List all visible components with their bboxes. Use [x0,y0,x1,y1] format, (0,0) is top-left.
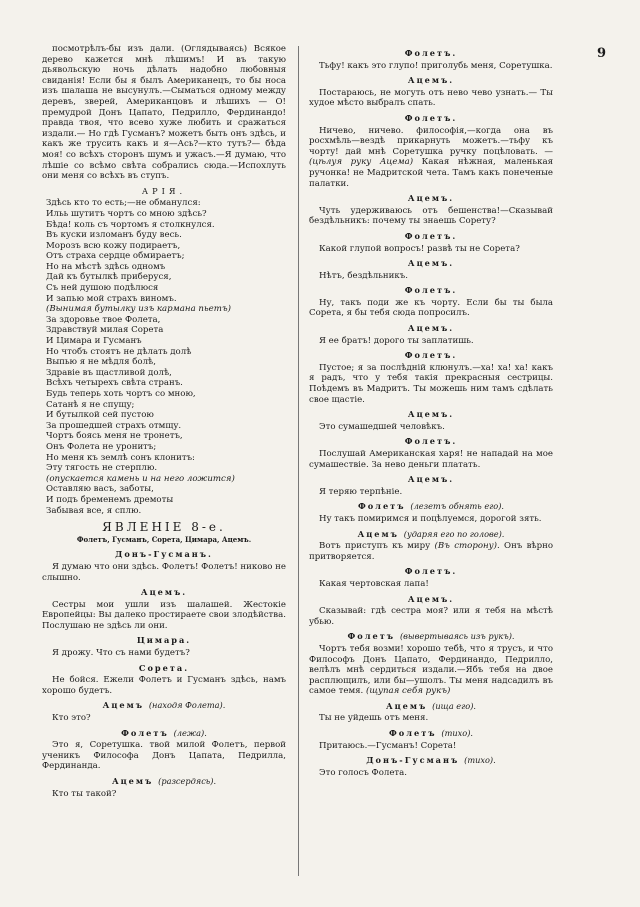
speaker: Ацемъ. [140,587,188,598]
verse-line: Выпью я не мѣдля болѣ, [46,357,156,368]
verse-line: Оставляю васъ, заботы, [46,484,154,495]
speaker [309,529,553,540]
stage-direction: (лежа). [173,727,207,738]
speaker: Донъ-Гусманъ. [115,549,213,560]
verse-line: За прошедшей страхъ отмщу. [46,420,182,431]
speaker: Фолетъ. [404,285,458,296]
stage-direction: (цѣлуя руку Ацема) [309,157,414,168]
speaker-name: Фолетъ [121,727,169,738]
dialogue-line: Сестры мои ушли изъ шалашей. Жестокіе Европейцы: Вы далеко простираете свои злодѣйства. Послушаю не здѣсь ли они. [42,599,286,631]
dialogue-line: Ничево, ничево. философія,—когда она въ росхмѣль—вездѣ прикарнуть можетъ.—тьфу къ чорту! дай мнѣ Соретушка ручку поцѣловать. — (цѣлуя руку Ацема) Какая нѣжная, маленькая ручонка! не Мадритской чета. Тамъ какъ понеченые палатки. [309,125,553,189]
stage-direction: (находя Фолета). [148,700,226,711]
stage-direction: (опускается камень и на него ложится) [46,473,235,484]
verse-line: Здравіе въ щастливой долѣ, [46,367,172,378]
speaker [42,728,286,739]
speaker: Ацемъ. [407,593,455,604]
dialogue-line: Это я, Соретушка. твой милой Фолетъ, первой ученикъ Философа Донъ Цапата, Педрилла, Фердинанда. [42,740,286,772]
speaker [309,701,553,712]
speaker-name: Ацемъ [111,776,154,786]
stage-direction: (Въ сторону) [434,541,498,552]
speaker [309,501,553,512]
stage-direction: (лезетъ обнять его). [410,501,505,512]
aria-title: АРІЯ. [141,185,187,196]
speaker: Ацемъ. [407,75,455,86]
monologue-paragraph: посмотрѣлъ-бы изъ дали. (Оглядываясь) Всякое дерево кажется мнѣ лѣшимъ! И въ такую дьявольскую ночь дѣлать надобно любовныя свиданія! Если бы я былъ Американецъ, то бы носа изъ шалаша не высунулъ.—Сыматься одному между деревъ, зверей, Американцовъ и лѣшихъ — О! премудрой Донъ Цапато, Педрилло, Фердинандо! правда твоя, что всево хуже любить и сражаться издали.— Но гдѣ Гусманъ? можетъ быть онъ здѣсь, и какъ же трусить какъ и я—Ась?—кто тутъ?— бѣда моя! со всѣхъ сторонъ шумъ и ужасъ.—Я думаю, что лѣшіе со всѣмо свѣта собрались сюда.—Испохлуть они меня со всѣхъ въ ступъ. [42,44,286,182]
stage-direction: (ударяя его по голове). [403,528,505,539]
dialogue-line: Какая чертовская лапа! [319,578,429,589]
left-column [42,44,286,799]
speaker: Ацемъ. [407,193,455,204]
dialogue-line: Я думаю что они здѣсь. Фолетъ! Фолетъ! никово не слышно. [42,561,286,583]
speaker-name: Фолетъ [357,501,406,512]
dialogue-line: Чуть удерживаюсь отъ бешенства!—Сказывай бездѣльникъ: почему ты знаешь Сорету? [309,205,553,227]
speaker-name: Ацемъ [357,528,399,539]
verse-block-3 [42,484,286,516]
dialogue-line: Тьфу! какъ это глупо! приголубь меня, Соретушка. [319,60,553,71]
stage-direction: (разсердясь). [158,776,217,786]
verse-line: Всѣхъ четырехъ свѣта странъ. [46,378,183,389]
dialogue-line: Притаюсь.—Гусманъ! Сорета! [319,740,457,751]
dialogue-line: Я ее братъ! дорого ты заплатишь. [319,335,474,346]
stage-direction: (щупая себя рукъ) [366,686,451,697]
speaker-name: Фолетъ [388,728,437,739]
speaker: Цимара. [136,635,192,646]
dialogue-line: Какой глупой вопросъ! развѣ ты не Сорета? [319,243,520,254]
verse-line: Морозъ всю кожу подираетъ, [46,240,181,251]
stage-direction: (ища его). [432,700,477,711]
verse-block-1 [42,198,286,304]
verse-line: Но на мѣстѣ здѣсь одномъ [46,261,166,272]
verse-line: Эту тягость не стерплю. [46,463,158,474]
verse-block-2 [42,315,286,474]
verse-line: Чортъ боясь меня не тронетъ, [46,431,183,442]
verse-line: Ильь шутитъ чортъ со мною здѣсь? [46,208,207,219]
dialogue-line: Это голосъ Фолета. [319,767,408,778]
speaker: Ацемъ. [407,323,455,334]
dialogue-line: Сказывай: гдѣ сестра моя? или я тебя на мѣстѣ убью. [309,606,553,627]
speaker: Фолетъ. [404,566,458,577]
verse-line: Будь теперь хоть чортъ со мною, [46,389,196,399]
scene-title: ЯВЛЕНІЕ 8-е. [102,520,226,535]
right-column [309,44,553,778]
speaker: Фолетъ. [404,48,458,58]
dialogue-line: Я теряю терпѣніе. [319,486,403,497]
verse-line: Съ ней душою подѣлюся [46,283,159,294]
verse-line: Въ куски изломанъ буду весь. [46,230,182,241]
verse-line: Здѣсь кто то есть;—не обманулся: [46,198,201,209]
speaker: Сорета. [138,662,190,673]
dialogue-line: Ты не уйдешь отъ меня. [319,713,429,724]
speaker: Ацемъ. [407,474,455,485]
dialogue-line: Ну такъ помиримся и поцѣлуемся, дорогой зять. [319,513,542,524]
stage-direction: (тихо). [464,755,496,766]
verse-line: Бѣда! коль съ чортомъ я столкнулся. [46,219,215,230]
speaker-name: Ацемъ [102,700,144,711]
speaker [309,728,553,739]
verse-line: За здоровье твое Фолета, [46,314,161,325]
verse-line: Здравствуй милая Сорета [46,325,164,336]
speaker [309,755,553,766]
verse-line: И бутылкой сей пустою [46,410,154,421]
speaker-name: Ацемъ [385,700,428,711]
verse-line: И запью мой страхъ виномъ. [46,293,177,304]
dialogue-line: Кто ты такой? [52,788,117,799]
speaker: Ацемъ. [407,258,455,269]
dialogue-line: Постараюсь, не могуть отъ нево чево узнать.— Ты худое мѣсто выбралъ спать. [309,87,553,109]
stage-direction: (тихо). [441,728,473,739]
speaker-name: Донъ-Гусманъ [366,755,460,766]
dialogue-line: Кто это? [52,713,91,724]
page-number: 9 [596,46,606,61]
speaker-name: Фолетъ [347,631,396,642]
verse-line: Онъ Фолета не уронитъ; [46,441,157,452]
speaker [309,631,553,642]
column-divider [298,46,299,876]
speaker [42,776,286,787]
dialogue-line: Это сумашедшей человѣкъ. [319,421,445,432]
verse-line: Сатанѣ я не спущу; [46,399,135,410]
verse-line: И Цимара и Гусманъ [46,336,142,347]
speaker: Ацемъ. [407,409,455,420]
speaker [42,700,286,711]
speaker: Фолетъ. [404,436,458,447]
dialogue-line: Не бойся. Ежели Фолетъ и Гусманъ здѣсь, намъ хорошо будетъ. [42,675,286,696]
speaker: Фолетъ. [404,350,458,361]
dialogue-line: Чортъ тебя возми! хорошо тебѣ, что я трусъ, и что Философъ Донъ Цапато, Фердинандо, Педрилло, велѣлъ мнѣ сердиться издали.—Ябъ тебя на двое расплющилъ, или бы—ушолъ. Ты меня надсадилъ въ самое темя. (щупая себя рукъ) [309,643,553,697]
scene-characters: Фолетъ, Гусманъ, Сорета, Цимара, Ацемъ. [76,534,252,544]
verse-line: Но меня къ землѣ сонъ клонитъ: [46,452,195,463]
verse-line: Но чтобъ стоятъ не дѣлать долѣ [46,346,192,357]
stage-direction: (вывертываясь изъ рукъ). [399,631,515,642]
verse-line: Забывая все, я сплю. [46,505,142,516]
stage-direction: (Вынимая бутылку изъ кармана пьетъ) [46,304,231,315]
speaker: Фолетъ. [404,230,458,241]
dialogue-line: Послушай Американская харя! не нападай на мое сумашествіе. За нево деньги платать. [309,449,553,470]
dialogue-line: Ну, такъ поди же къ чорту. Если бы ты была Сорета, я бы тебя сюда попросилъ. [309,297,553,319]
verse-line: Дай къ бутылкѣ приберуся, [46,272,172,283]
dialogue-line: Я дрожу. Что съ нами будетъ? [52,648,190,659]
dialogue-line: Пустое; я за послѣдній клюнулъ.—ха! ха! ха! какъ я радъ, что у тебя такія прекрасныя сестрицы. Поѣдемъ въ Мадритъ. Ты можешь ним тамъ сдѣлать свое щастіе. [309,362,553,405]
verse-line: И подъ бременемъ дремоты [46,494,174,505]
dialogue-line: Нѣтъ, бездѣльникъ. [319,270,408,281]
verse-line: Отъ страха сердце обмираетъ; [46,251,185,262]
dialogue-line: Вотъ приступъ къ миру (Въ сторону). Онъ вѣрно притворяется. [309,541,554,562]
speaker: Фолетъ. [404,112,458,123]
